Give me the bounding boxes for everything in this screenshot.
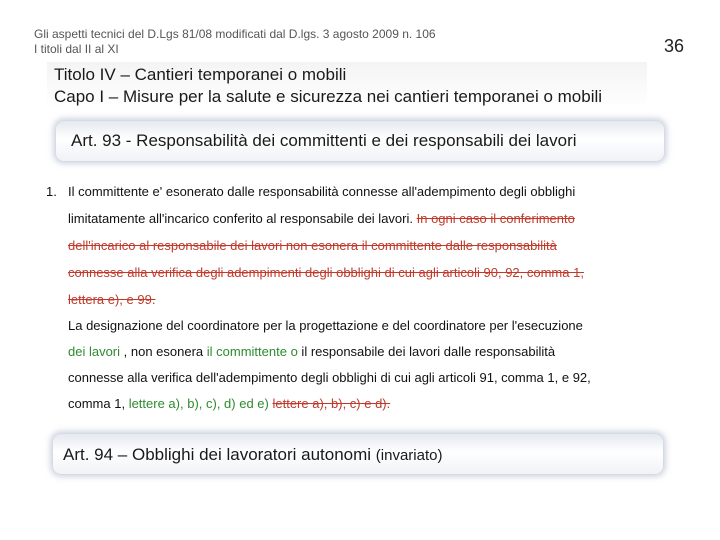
text-line: La designazione del coordinatore per la progettazione e del coordinatore per l'esecuzione <box>68 318 583 333</box>
text-segment: limitatamente all'incarico conferito al responsabile dei lavori. <box>68 211 417 226</box>
deleted-text-line: lettera e), e 99. <box>68 292 156 307</box>
text-segment: comma 1, <box>68 396 129 411</box>
text-line: Il committente e' esonerato dalle responsabilità connesse all'adempimento degli obblighi <box>68 184 576 199</box>
deleted-text: lettere a), b), c) e d). <box>272 396 391 411</box>
header-line-1: Gli aspetti tecnici del D.Lgs 81/08 modificati dal D.lgs. 3 agosto 2009 n. 106 <box>34 27 436 41</box>
deleted-text-line: dell'incarico al responsabile dei lavori non esonera il committente dalle responsabilità <box>68 238 557 253</box>
document-header <box>34 27 436 57</box>
article-94-title: Art. 94 – Obblighi dei lavoratori autonomi <box>63 445 372 464</box>
section-subtitle: Capo I – Misure per la salute e sicurezza nei cantieri temporanei o mobili <box>54 87 603 106</box>
article-93-heading-box <box>55 120 665 162</box>
deleted-text: In ogni caso il conferimento <box>416 211 575 226</box>
list-number: 1. <box>46 184 57 199</box>
title-block <box>47 62 647 110</box>
text-line <box>68 211 575 226</box>
article-93-heading: Art. 93 - Responsabilità dei committenti e dei responsabili dei lavori <box>71 131 577 150</box>
text-line <box>68 396 390 411</box>
article-94-heading <box>63 445 442 465</box>
header-line-2: I titoli dal II al XI <box>34 42 119 56</box>
added-text: il committente o <box>206 344 298 359</box>
section-title: Titolo IV – Cantieri temporanei o mobili <box>54 65 347 84</box>
text-segment: , non esonera <box>120 344 207 359</box>
text-line: connesse alla verifica dell'adempimento degli obblighi di cui agli articoli 91, comma 1, e 92, <box>68 370 591 385</box>
article-94-note: (invariato) <box>375 447 443 464</box>
added-text: dei lavori <box>68 344 121 359</box>
article-94-heading-box <box>52 433 664 475</box>
deleted-text-line: connesse alla verifica degli adempimenti degli obblighi di cui agli articoli 90, 92, comma 1, <box>68 265 584 280</box>
added-text: lettere a), b), c), d) ed e) <box>128 396 269 411</box>
text-line <box>68 344 555 359</box>
page-number: 36 <box>664 36 685 56</box>
text-segment: il responsabile dei lavori dalle responsabilità <box>297 344 556 359</box>
